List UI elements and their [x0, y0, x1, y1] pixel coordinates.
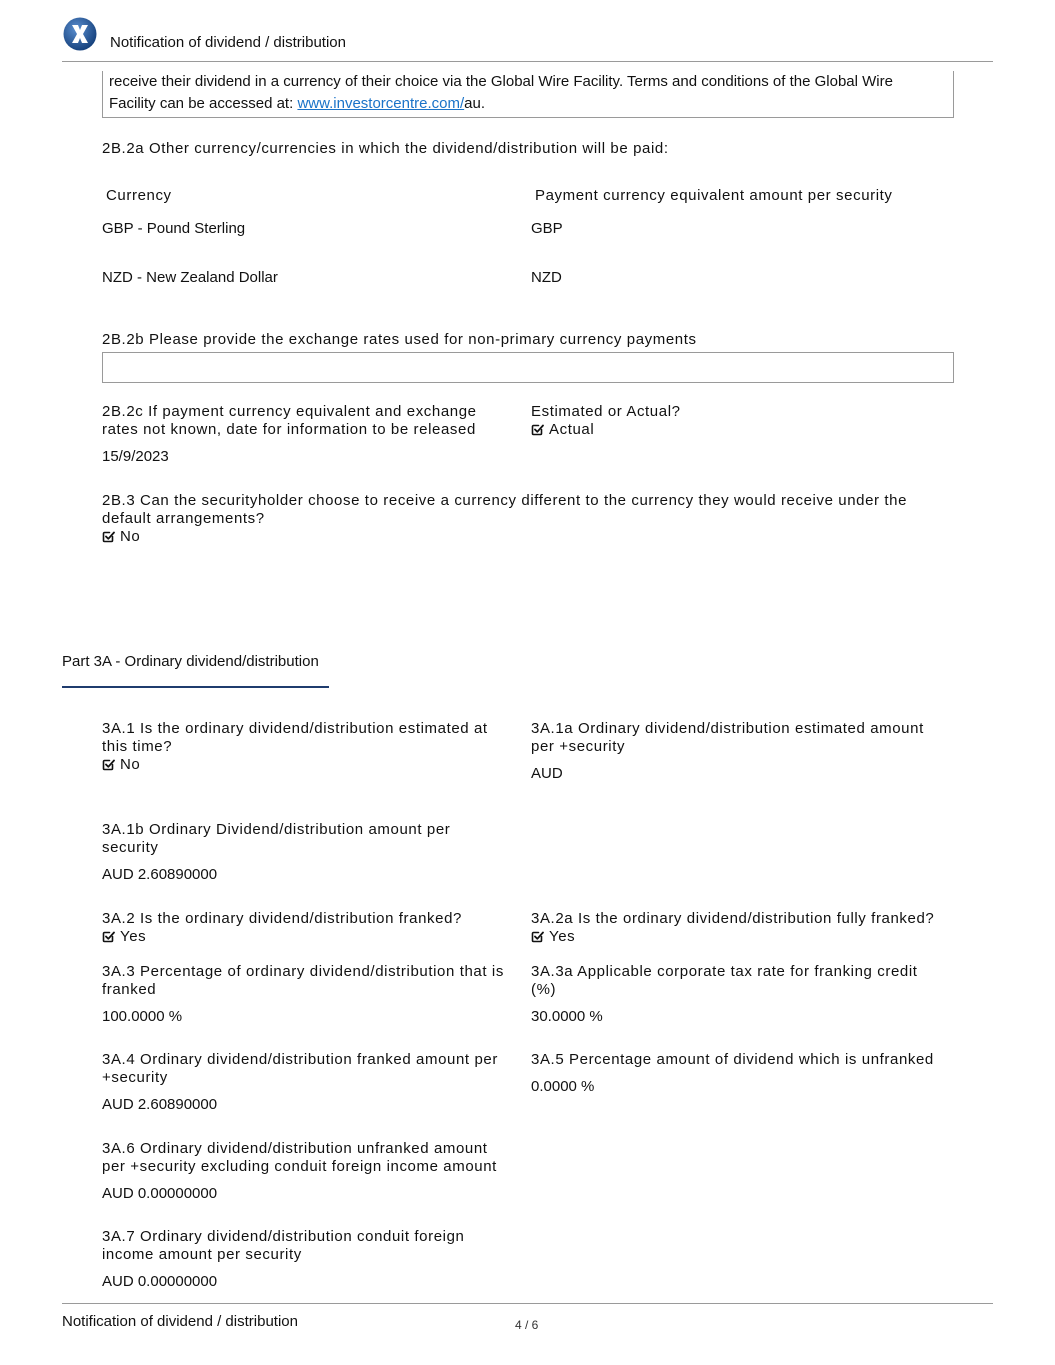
- part-3a-underline: [62, 686, 329, 688]
- q-3a4-line-2: +security: [102, 1069, 168, 1086]
- q-3a3a-line-2: (%): [531, 981, 557, 998]
- q-3a2-line-1: 3A.2 Is the ordinary dividend/distribution franked?: [102, 910, 462, 927]
- investorcentre-link[interactable]: www.investorcentre.com/: [297, 95, 465, 112]
- q-3a4-value: AUD 2.60890000: [102, 1096, 218, 1113]
- q-3a1b-line-1: 3A.1b Ordinary Dividend/distribution amount per: [102, 821, 451, 838]
- q-3a2-answer-value: Yes: [120, 928, 147, 945]
- asx-logo: [63, 17, 97, 51]
- q-3a1a-line-2: per +security: [531, 738, 626, 755]
- q-2b2a: 2B.2a Other currency/currencies in which the dividend/distribution will be paid:: [102, 140, 669, 157]
- header-title: Notification of dividend / distribution: [110, 34, 346, 51]
- notice-line-2-suffix: au.: [464, 95, 486, 112]
- q-3a7-value: AUD 0.00000000: [102, 1273, 218, 1290]
- q-3a7-line-2: income amount per security: [102, 1246, 302, 1263]
- q-3a1-line-2: this time?: [102, 738, 173, 755]
- notice-line-1: receive their dividend in a currency of their choice via the Global Wire Facility. Terms and conditions of the Global Wire: [109, 73, 893, 90]
- currency-row-1: GBP - Pound Sterling: [102, 220, 246, 237]
- q-3a5-line-1: 3A.5 Percentage amount of dividend which is unfranked: [531, 1051, 934, 1068]
- q-3a3-value: 100.0000 %: [102, 1008, 183, 1025]
- checkbox-checked-icon: [102, 758, 115, 771]
- q-3a6-value: AUD 0.00000000: [102, 1185, 218, 1202]
- q-2b3-answer-value: No: [120, 528, 141, 545]
- part-3a-title: Part 3A - Ordinary dividend/distribution: [62, 653, 319, 670]
- checkbox-checked-icon: [102, 930, 115, 943]
- q-3a3a-value: 30.0000 %: [531, 1008, 603, 1025]
- q-3a1-answer-value: No: [120, 756, 141, 773]
- q-2b3-answer: [102, 528, 140, 546]
- q-3a2a-answer-value: Yes: [549, 928, 576, 945]
- currency-row-2: NZD - New Zealand Dollar: [102, 269, 278, 286]
- checkbox-checked-icon: [531, 930, 544, 943]
- q-2b3-line-1: 2B.3 Can the securityholder choose to receive a currency different to the currency they would receive under the: [102, 492, 908, 509]
- q-3a2a-answer: [531, 928, 575, 946]
- page-number: 4 / 6: [515, 1318, 539, 1332]
- equivalent-row-2: NZD: [531, 269, 562, 286]
- q-3a3-line-2: franked: [102, 981, 157, 998]
- q-3a3-line-1: 3A.3 Percentage of ordinary dividend/distribution that is: [102, 963, 504, 980]
- q-3a4-line-1: 3A.4 Ordinary dividend/distribution franked amount per: [102, 1051, 498, 1068]
- footer-title: Notification of dividend / distribution: [62, 1313, 298, 1330]
- asx-logo-icon: [63, 17, 97, 51]
- notice-line-2-prefix: Facility can be accessed at:: [109, 95, 298, 112]
- q-3a2-answer: [102, 928, 146, 946]
- q-3a1a-line-1: 3A.1a Ordinary dividend/distribution estimated amount: [531, 720, 924, 737]
- q-3a1b-value: AUD 2.60890000: [102, 866, 218, 883]
- q-3a1b-line-2: security: [102, 839, 159, 856]
- release-date: 15/9/2023: [102, 448, 169, 465]
- notice-box: [102, 71, 954, 118]
- col-header-equivalent: Payment currency equivalent amount per security: [535, 187, 893, 204]
- est-or-actual-value: Actual: [549, 421, 595, 438]
- checkbox-checked-icon: [531, 423, 544, 436]
- q-2b2b: 2B.2b Please provide the exchange rates used for non-primary currency payments: [102, 331, 697, 348]
- q-3a1-line-1: 3A.1 Is the ordinary dividend/distribution estimated at: [102, 720, 488, 737]
- col-header-currency: Currency: [106, 187, 172, 204]
- q-3a2a-line-1: 3A.2a Is the ordinary dividend/distribution fully franked?: [531, 910, 935, 927]
- equivalent-row-1: GBP: [531, 220, 563, 237]
- footer-rule: [62, 1303, 993, 1304]
- exchange-rate-box: [102, 352, 954, 383]
- q-3a6-line-2: per +security excluding conduit foreign income amount: [102, 1158, 497, 1175]
- q-2b2c-line-2: rates not known, date for information to be released: [102, 421, 476, 438]
- q-3a1a-value: AUD: [531, 765, 563, 782]
- q-3a6-line-1: 3A.6 Ordinary dividend/distribution unfranked amount: [102, 1140, 488, 1157]
- notice-line-2: [109, 95, 485, 113]
- header-rule: [62, 61, 993, 62]
- est-or-actual-label: Estimated or Actual?: [531, 403, 681, 420]
- est-or-actual-answer: [531, 421, 594, 439]
- q-3a5-value: 0.0000 %: [531, 1078, 595, 1095]
- q-3a7-line-1: 3A.7 Ordinary dividend/distribution conduit foreign: [102, 1228, 465, 1245]
- checkbox-checked-icon: [102, 530, 115, 543]
- q-3a1-answer: [102, 756, 140, 774]
- q-2b2c-line-1: 2B.2c If payment currency equivalent and exchange: [102, 403, 477, 420]
- q-3a3a-line-1: 3A.3a Applicable corporate tax rate for franking credit: [531, 963, 918, 980]
- q-2b3-line-2: default arrangements?: [102, 510, 265, 527]
